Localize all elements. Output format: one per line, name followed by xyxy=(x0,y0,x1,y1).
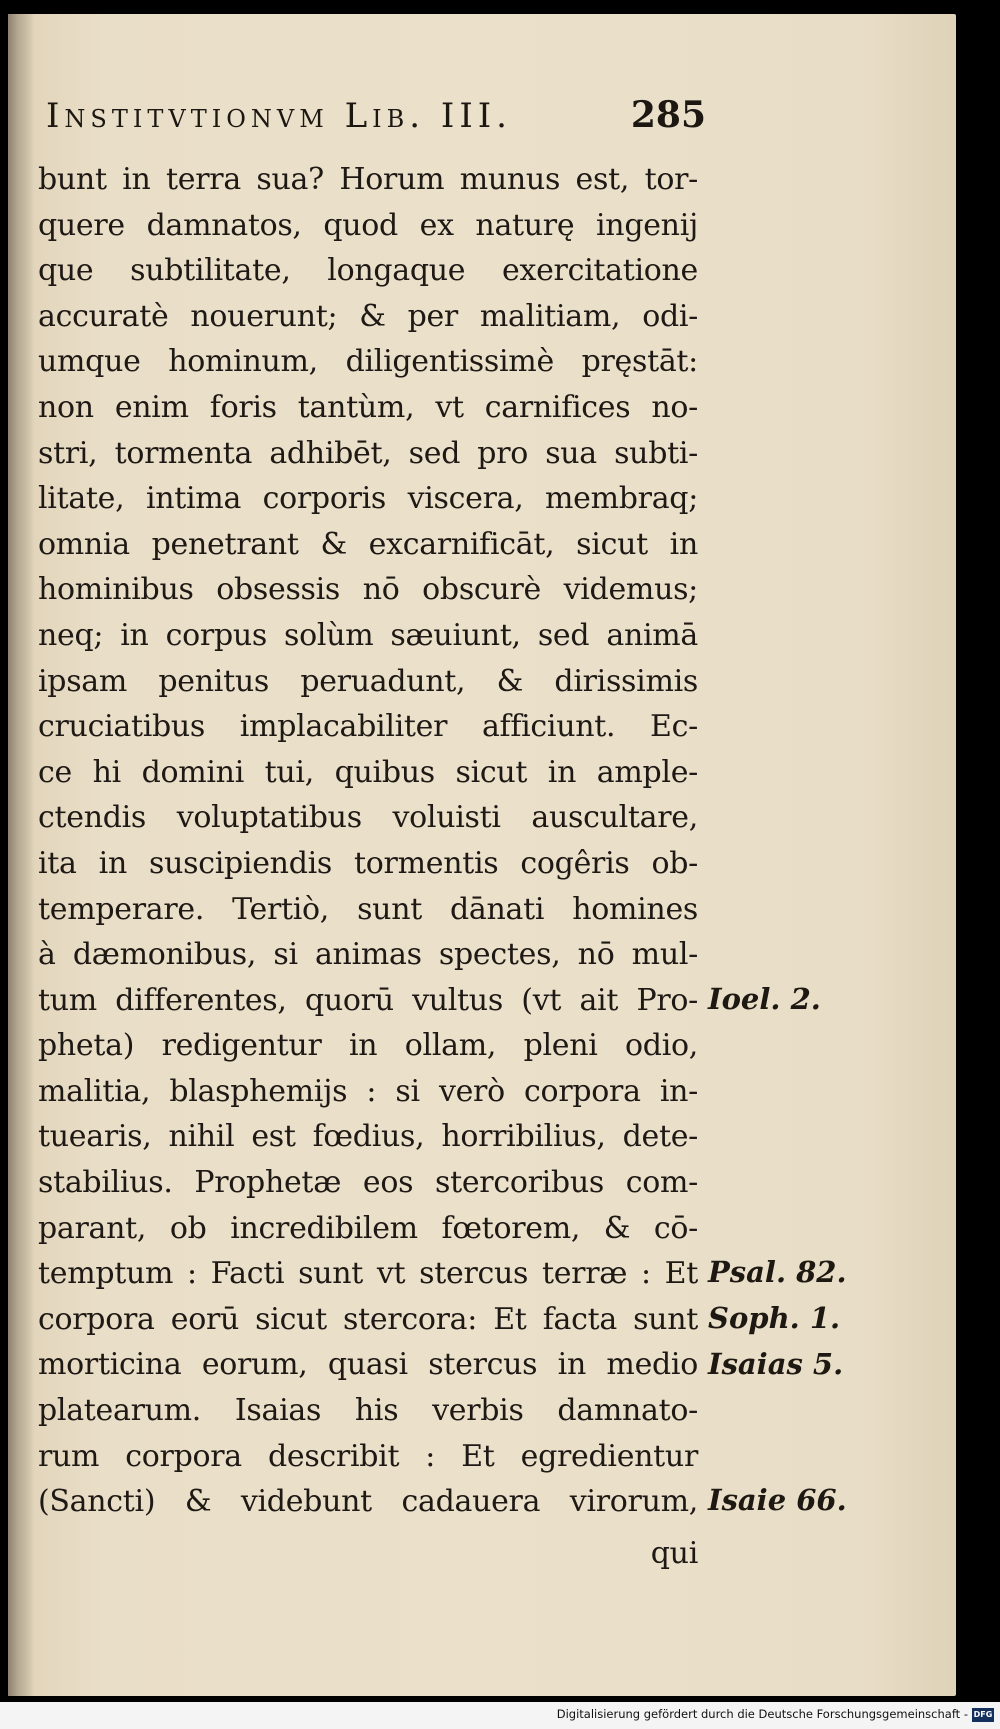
text-line: corpora eorū sicut stercora: Et facta sunt xyxy=(38,1301,698,1337)
margin-note: Ioel. 2. xyxy=(708,981,821,1016)
text-line: ce hi domini tui, quibus sicut in ample- xyxy=(38,754,698,790)
text-line: parant, ob incredibilem fœtorem, & cō- xyxy=(38,1210,698,1246)
text-line: rum corpora describit : Et egredientur xyxy=(38,1438,698,1474)
text-line: que subtilitate, longaque exercitatione xyxy=(38,253,698,289)
text-line: non enim foris tantùm, vt carnifices no- xyxy=(38,389,698,425)
digitization-footer xyxy=(0,1702,1000,1729)
page-gutter-shadow xyxy=(8,14,34,1696)
catchword: qui xyxy=(650,1535,698,1571)
text-line: platearum. Isaias his verbis damnato- xyxy=(38,1393,698,1429)
dfg-logo: DFG xyxy=(972,1708,994,1722)
running-title: Institvtionvm Lib. III. xyxy=(46,96,512,136)
margin-note: Isaie 66. xyxy=(708,1483,847,1518)
text-line: omnia penetrant & excarnificāt, sicut in xyxy=(38,526,698,562)
text-line: hominibus obsessis nō obscurè videmus; xyxy=(38,572,698,608)
funding-credit: Digitalisierung gefördert durch die Deutsche Forschungsgemeinschaft - xyxy=(556,1707,968,1721)
margin-note: Isaias 5. xyxy=(708,1346,844,1381)
text-line: temperare. Tertiò, sunt dānati homines xyxy=(38,891,698,927)
text-line: quere damnatos, quod ex naturę ingenij xyxy=(38,207,698,243)
text-line: tuearis, nihil est fœdius, horribilius, dete- xyxy=(38,1119,698,1155)
text-line: tum differentes, quorū vultus (vt ait Pro- xyxy=(38,982,698,1018)
text-line: temptum : Facti sunt vt stercus terræ : Et xyxy=(38,1256,698,1292)
text-line: bunt in terra sua? Horum munus est, tor- xyxy=(38,162,698,197)
body-text xyxy=(38,157,698,1576)
margin-note: Psal. 82. xyxy=(708,1255,847,1290)
running-header xyxy=(46,90,706,152)
text-line: stri, tormenta adhibēt, sed pro sua subti- xyxy=(38,435,698,471)
text-line: pheta) redigentur in ollam, pleni odio, xyxy=(38,1028,698,1064)
text-line: umque hominum, diligentissimè pręstāt: xyxy=(38,344,698,380)
page-number: 285 xyxy=(630,94,706,136)
text-line: stabilius. Prophetæ eos stercoribus com- xyxy=(38,1165,698,1201)
text-line: ipsam penitus peruadunt, & dirissimis xyxy=(38,663,698,699)
text-line: morticina eorum, quasi stercus in medio xyxy=(38,1347,698,1383)
text-line: accuratè nouerunt; & per malitiam, odi- xyxy=(38,298,698,334)
text-line: à dæmonibus, si animas spectes, nō mul- xyxy=(38,937,698,973)
scanned-page xyxy=(8,14,956,1696)
text-line: cruciatibus implacabiliter afficiunt. Ec- xyxy=(38,709,698,745)
text-line: malitia, blasphemijs : si verò corpora in- xyxy=(38,1073,698,1109)
text-line: ctendis voluptatibus voluisti auscultare, xyxy=(38,800,698,836)
margin-note: Soph. 1. xyxy=(708,1301,841,1335)
text-line: (Sancti) & videbunt cadauera virorum, xyxy=(38,1484,698,1520)
text-line: neq; in corpus solùm sæuiunt, sed animā xyxy=(38,617,698,653)
text-line: ita in suscipiendis tormentis cogêris ob- xyxy=(38,845,698,881)
text-line: litate, intima corporis viscera, membraq; xyxy=(38,481,698,517)
